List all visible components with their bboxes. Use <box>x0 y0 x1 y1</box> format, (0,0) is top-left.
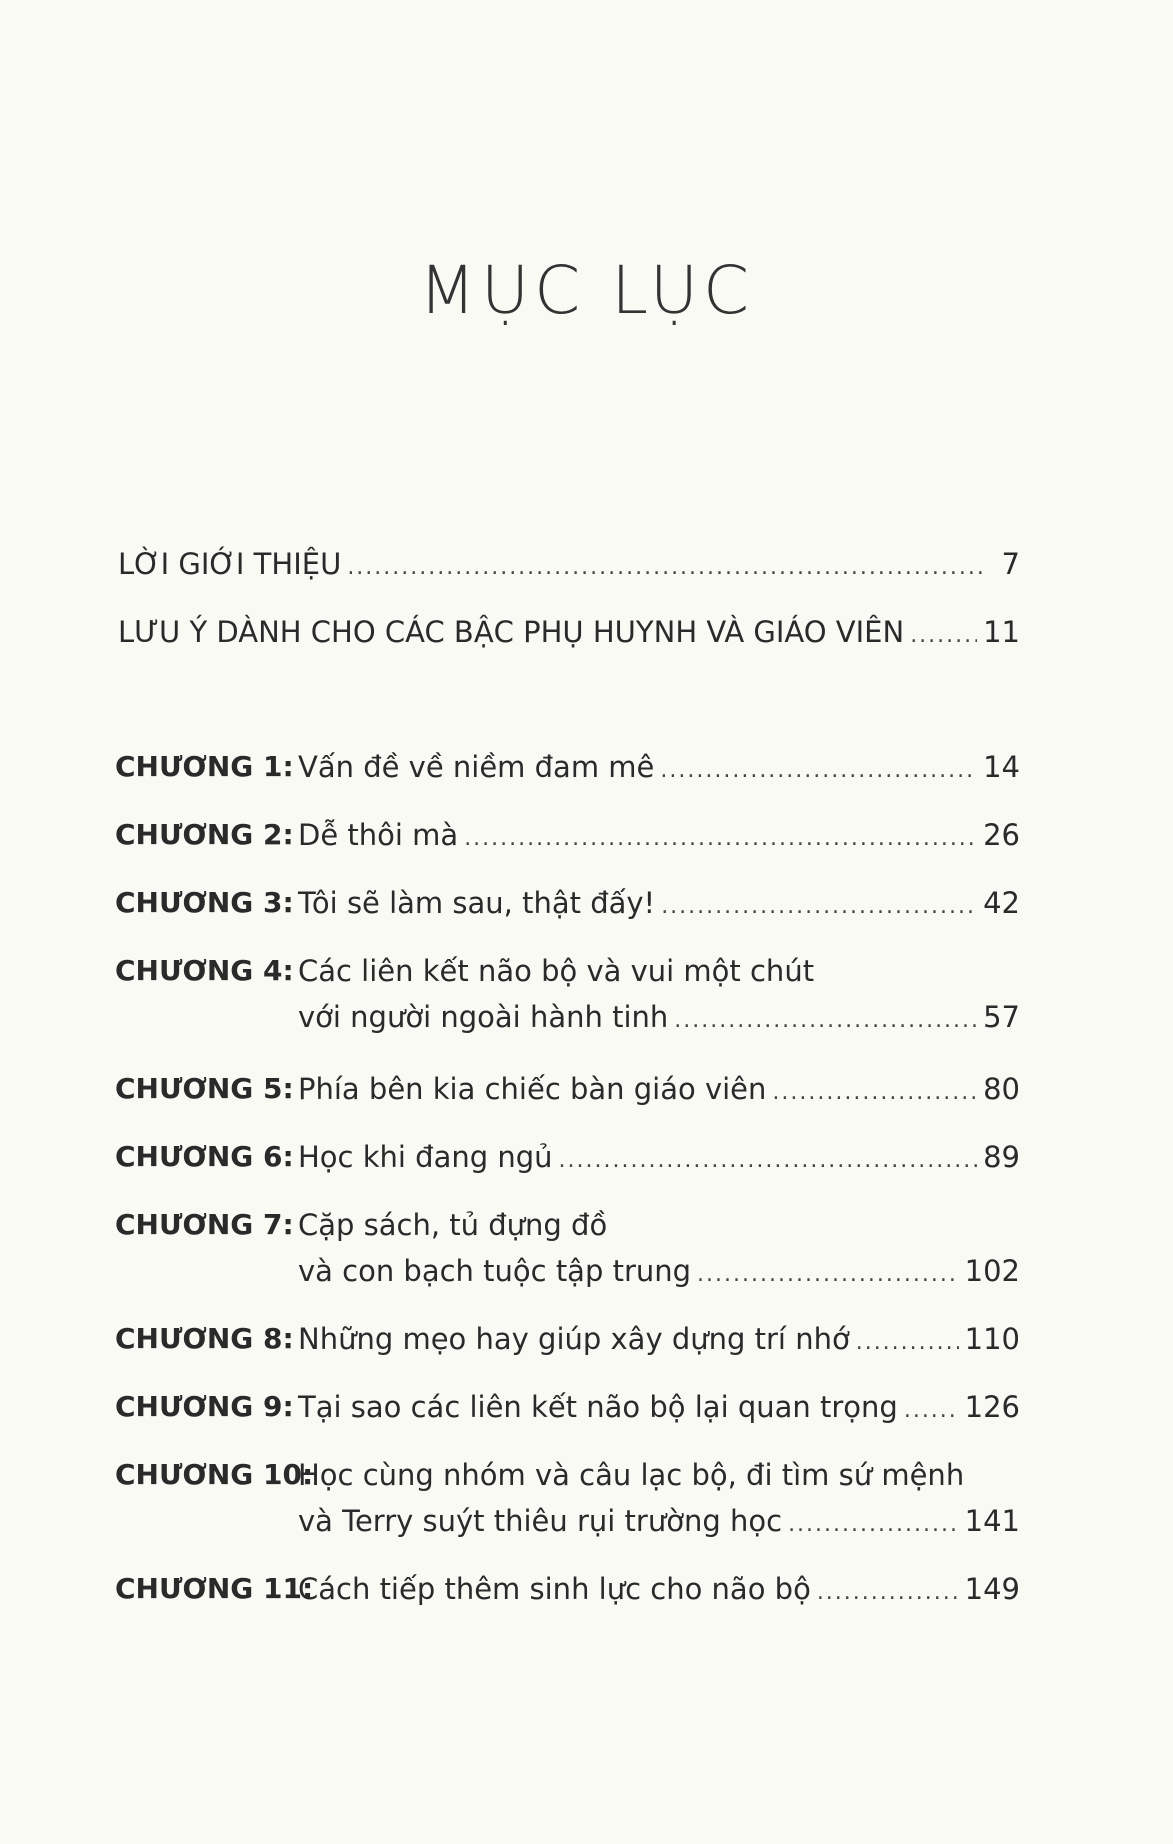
chapter-line <box>298 1140 1020 1174</box>
toc-entry-page: 7 <box>1001 547 1020 581</box>
dot-leader <box>772 1080 977 1105</box>
chapter-line <box>298 1000 1020 1034</box>
chapter-title: Cặp sách, tủ đựng đồ <box>298 1208 608 1242</box>
chapter-number: CHƯƠNG 7: <box>115 1208 294 1241</box>
chapter-title: Học cùng nhóm và câu lạc bộ, đi tìm sứ mệnh <box>298 1458 965 1492</box>
chapter-title: Tôi sẽ làm sau, thật đấy! <box>298 886 656 920</box>
chapter-number: CHƯƠNG 6: <box>115 1140 294 1173</box>
page-title: MỤC LỤC <box>418 252 755 329</box>
dot-leader <box>904 1398 959 1423</box>
chapter-page: 57 <box>983 1000 1020 1034</box>
chapter-page: 126 <box>964 1390 1020 1424</box>
dot-leader <box>661 894 977 919</box>
chapter-page: 42 <box>983 886 1020 920</box>
chapter-title: Những mẹo hay giúp xây dựng trí nhớ <box>298 1322 850 1356</box>
toc-entry-introduction[interactable] <box>118 548 1020 581</box>
chapter-title-continued: và Terry suýt thiêu rụi trường học <box>298 1504 783 1538</box>
chapter-number: CHƯƠNG 11: <box>115 1572 314 1605</box>
dot-leader <box>347 555 984 580</box>
chapter-number: CHƯƠNG 1: <box>115 750 294 783</box>
chapter-title: Học khi đang ngủ <box>298 1140 553 1174</box>
chapter-line <box>298 1254 1020 1288</box>
chapter-page: 26 <box>983 818 1020 852</box>
chapter-line <box>298 1572 1020 1606</box>
dot-leader <box>559 1148 978 1173</box>
dot-leader <box>660 758 977 783</box>
chapter-page: 80 <box>983 1072 1020 1106</box>
chapter-line <box>298 1390 1020 1424</box>
dot-leader <box>817 1580 959 1605</box>
chapter-number: CHƯƠNG 10: <box>115 1458 314 1491</box>
chapter-page: 14 <box>983 750 1020 784</box>
chapter-number: CHƯƠNG 2: <box>115 818 294 851</box>
chapter-line <box>298 1504 1020 1538</box>
chapter-number: CHƯƠNG 9: <box>115 1390 294 1423</box>
chapter-title-continued: với người ngoài hành tinh <box>298 1000 669 1034</box>
chapter-title: Dễ thôi mà <box>298 818 459 852</box>
dot-leader <box>674 1008 977 1033</box>
chapter-line <box>298 1322 1020 1356</box>
chapter-page: 110 <box>964 1322 1020 1356</box>
chapter-number: CHƯƠNG 5: <box>115 1072 294 1105</box>
toc-entry-page: 11 <box>983 615 1020 649</box>
toc-entry-note-for-parents[interactable] <box>118 616 1020 649</box>
toc-entry-label: LỜI GIỚI THIỆU <box>118 547 342 581</box>
dot-leader <box>788 1512 959 1537</box>
chapter-line <box>298 954 1020 988</box>
chapter-page: 149 <box>964 1572 1020 1606</box>
chapter-title: Tại sao các liên kết não bộ lại quan trọng <box>298 1390 898 1424</box>
chapter-title: Cách tiếp thêm sinh lực cho não bộ <box>298 1572 811 1606</box>
chapter-line <box>298 750 1020 784</box>
dot-leader <box>697 1262 959 1287</box>
chapter-line <box>298 1458 1020 1492</box>
toc-entry-label: LƯU Ý DÀNH CHO CÁC BẬC PHỤ HUYNH VÀ GIÁO VIÊN <box>118 615 905 649</box>
chapter-line <box>298 1208 1020 1242</box>
chapter-line <box>298 886 1020 920</box>
chapter-line <box>298 1072 1020 1106</box>
dot-leader <box>464 826 977 851</box>
chapter-title: Phía bên kia chiếc bàn giáo viên <box>298 1072 767 1106</box>
chapter-title-continued: và con bạch tuộc tập trung <box>298 1254 692 1288</box>
chapter-title: Vấn đề về niềm đam mê <box>298 750 655 784</box>
chapter-line <box>298 818 1020 852</box>
chapter-number: CHƯƠNG 4: <box>115 954 294 987</box>
dot-leader <box>856 1330 959 1355</box>
chapter-number: CHƯƠNG 3: <box>115 886 294 919</box>
chapter-page: 141 <box>964 1504 1020 1538</box>
dot-leader <box>910 623 977 648</box>
chapter-page: 89 <box>983 1140 1020 1174</box>
chapter-number: CHƯƠNG 8: <box>115 1322 294 1355</box>
chapter-page: 102 <box>964 1254 1020 1288</box>
chapter-title: Các liên kết não bộ và vui một chút <box>298 954 815 988</box>
